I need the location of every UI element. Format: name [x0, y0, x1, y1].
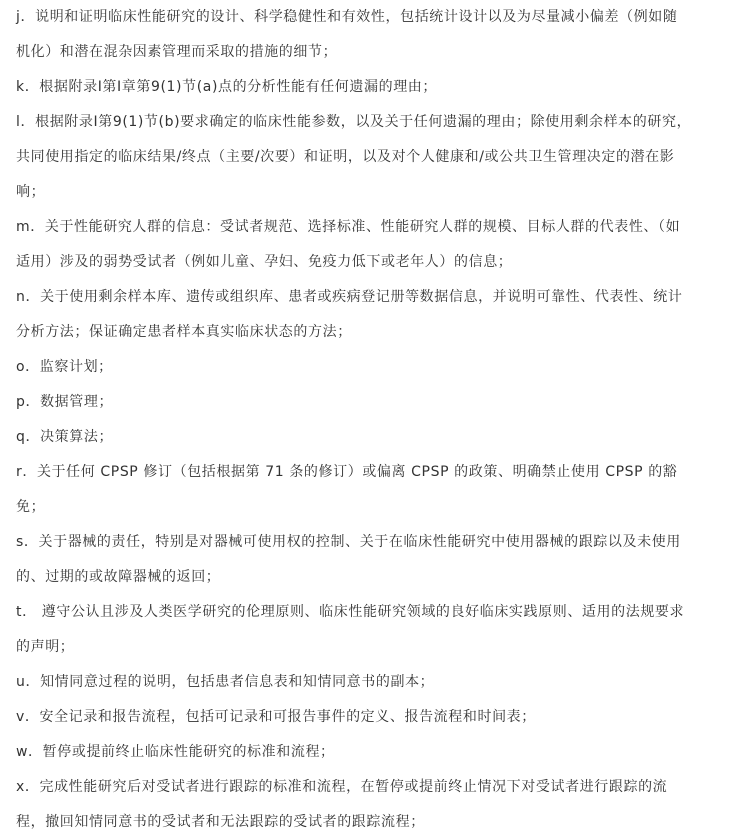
list-item-u: u．知情同意过程的说明，包括患者信息表和知情同意书的副本； [16, 674, 435, 690]
list-item-n: n．关于使用剩余样本库、遗传或组织库、患者或疾病登记册等数据信息，并说明可靠性、代表性、统计分析方法；保证确定患者样本真实临床状态的方法； [16, 289, 683, 340]
list-item-j: j．说明和证明临床性能研究的设计、科学稳健性和有效性，包括统计设计以及为尽量减小偏差（例如随机化）和潜在混杂因素管理而采取的措施的细节； [16, 9, 678, 60]
list-item-l: l．根据附录I第9(1)节(b)要求确定的临床性能参数，以及关于任何遗漏的理由；除使用剩余样本的研究，共同使用指定的临床结果/终点（主要/次要）和证明，以及对个人健康和/或公共卫生管理决定的潜在影响； [16, 114, 692, 200]
list-item-r: r．关于任何 CPSP 修订（包括根据第 71 条的修订）或偏离 CPSP 的政策、明确禁止使用 CPSP 的豁免； [16, 464, 678, 515]
list-item-m: m．关于性能研究人群的信息：受试者规范、选择标准、性能研究人群的规模、目标人群的代表性、（如适用）涉及的弱势受试者（例如儿童、孕妇、免疫力低下或老年人）的信息； [16, 219, 681, 270]
list-item-w: w．暂停或提前终止临床性能研究的标准和流程； [16, 744, 335, 760]
list-item-t: t． 遵守公认且涉及人类医学研究的伦理原则、临床性能研究领域的良好临床实践原则、适用的法规要求的声明； [16, 604, 685, 655]
list-item-k: k．根据附录I第I章第9(1)节(a)点的分析性能有任何遗漏的理由； [16, 79, 438, 95]
list-item-p: p．数据管理； [16, 394, 114, 410]
list-item-o: o．监察计划； [16, 359, 113, 375]
list-item-x: x．完成性能研究后对受试者进行跟踪的标准和流程，在暂停或提前终止情况下对受试者进行跟踪的流程，撤回知情同意书的受试者和无法跟踪的受试者的跟踪流程； [16, 779, 668, 830]
list-item-q: q．决策算法； [16, 429, 114, 445]
list-item-v: v．安全记录和报告流程，包括可记录和可报告事件的定义、报告流程和时间表； [16, 709, 536, 725]
list-item-s: s．关于器械的责任，特别是对器械可使用权的控制、关于在临床性能研究中使用器械的跟踪以及未使用的、过期的或故障器械的返回； [16, 534, 681, 585]
